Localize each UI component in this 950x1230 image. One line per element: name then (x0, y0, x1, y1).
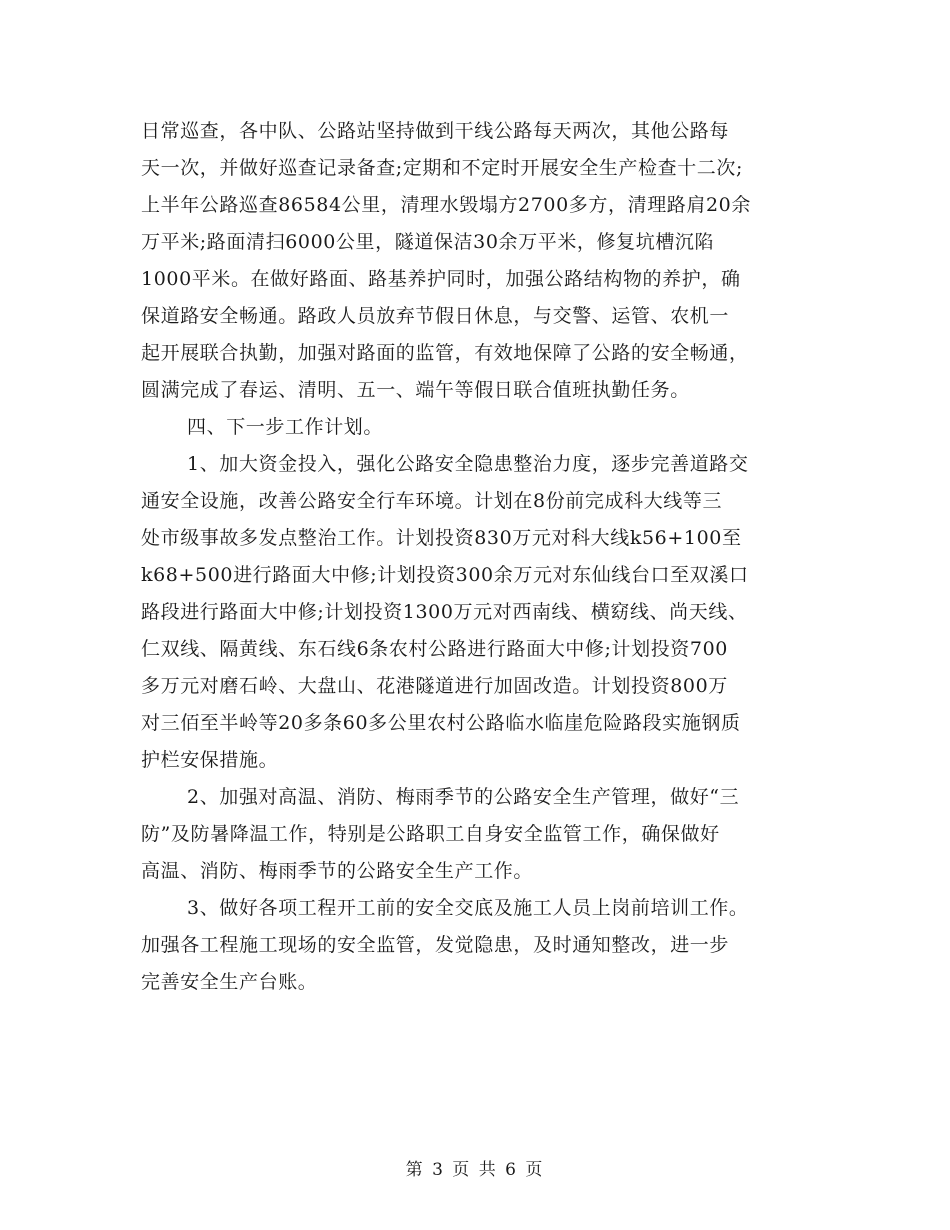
text-line: 万平米;路面清扫6000公里，隧道保洁30余万平米，修复坑槽沉陷 (141, 231, 715, 253)
text-line: 处市级事故多发点整治工作。计划投资830万元对科大线k56+100至 (141, 527, 742, 549)
text-line: 完善安全生产台账。 (141, 971, 318, 993)
text-line: 天一次，并做好巡查记录备查;定期和不定时开展安全生产检查十二次; (141, 157, 744, 179)
text-line: 日常巡查，各中队、公路站坚持做到干线公路每天两次，其他公路每 (141, 120, 730, 142)
text-line: 2、加强对高温、消防、梅雨季节的公路安全生产管理，做好“三 (187, 786, 740, 808)
text-line: 多万元对磨石岭、大盘山、花港隧道进行加固改造。计划投资800万 (141, 675, 728, 697)
text-line: 防”及防暑降温工作，特别是公路职工自身安全监管工作，确保做好 (141, 823, 720, 845)
text-line: 护栏安保措施。 (141, 749, 279, 771)
text-line: 仁双线、隔黄线、东石线6条农村公路进行路面大中修;计划投资700 (141, 638, 728, 660)
text-line: 对三佰至半岭等20多条60多公里农村公路临水临崖危险路段实施钢质 (141, 712, 741, 734)
text-line: 1、加大资金投入，强化公路安全隐患整治力度，逐步完善道路交 (187, 453, 749, 475)
document-body (141, 113, 813, 1001)
text-line: 保道路安全畅通。路政人员放弃节假日休息，与交警、运管、农机一 (141, 305, 730, 327)
text-line: k68+500进行路面大中修;计划投资300余万元对东仙线台口至双溪口 (141, 564, 749, 586)
page-footer: 第 3 页 共 6 页 (405, 1160, 545, 1180)
text-line: 起开展联合执勤，加强对路面的监管，有效地保障了公路的安全畅通， (141, 342, 749, 364)
text-line: 四、下一步工作计划。 (187, 416, 384, 438)
text-line: 加强各工程施工现场的安全监管，发觉隐患，及时通知整改，进一步 (141, 934, 730, 956)
text-line: 圆满完成了春运、清明、五一、端午等假日联合值班执勤任务。 (141, 379, 690, 401)
text-line: 上半年公路巡查86584公里，清理水毁塌方2700多方，清理路肩20余 (141, 194, 751, 216)
text-line: 通安全设施，改善公路安全行车环境。计划在8份前完成科大线等三 (141, 490, 723, 512)
text-line: 1000平米。在做好路面、路基养护同时，加强公路结构物的养护，确 (141, 268, 741, 290)
text-line: 路段进行路面大中修;计划投资1300万元对西南线、横窈线、尚天线、 (141, 601, 748, 623)
text-line: 3、做好各项工程开工前的安全交底及施工人员上岗前培训工作。 (187, 897, 749, 919)
text-line: 高温、消防、梅雨季节的公路安全生产工作。 (141, 860, 534, 882)
